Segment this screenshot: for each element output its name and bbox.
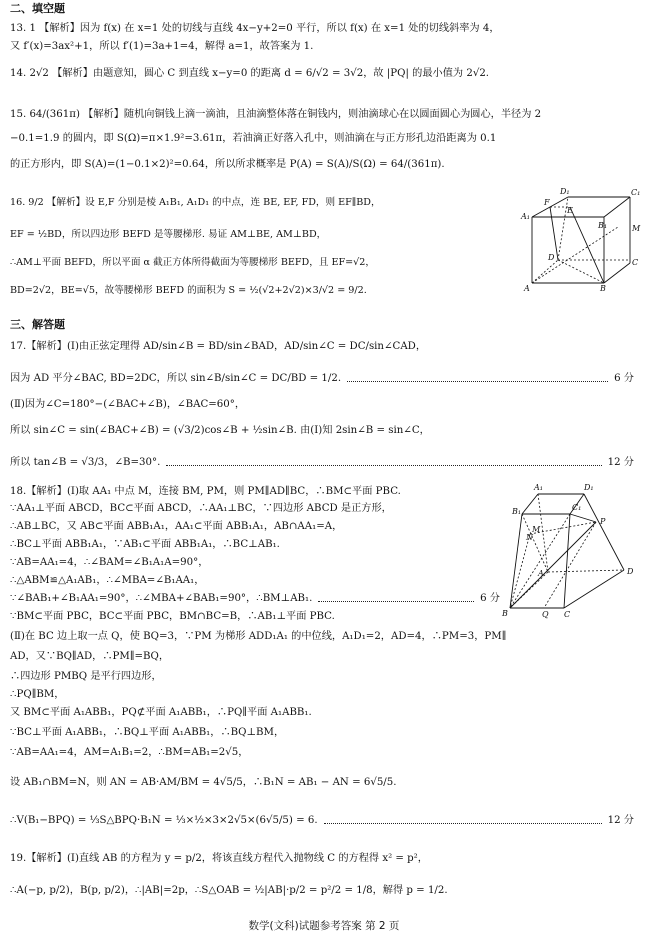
leader-dots — [166, 465, 601, 466]
q17-line-1: 17.【解析】(Ⅰ)由正弦定理得 AD/sin∠B = BD/sin∠BAD，AD/sin∠C = DC/sin∠CAD， — [10, 341, 427, 352]
q14-line-1: 14. 2√2 【解析】由题意知，圆心 C 到直线 x−y=0 的距离 d = 6/√2 = 3√2，故 |PQ| 的最小值为 2√2. — [10, 68, 490, 79]
q18-score-2: 12 分 — [607, 815, 634, 826]
cube-label-c: C — [632, 258, 639, 267]
q18-line-2: ∵AA₁⊥平面 ABCD，BC⊂平面 ABCD，∴AA₁⊥BC，∵四边形 ABCD 是正方形， — [10, 503, 392, 514]
prism-label-m: M — [532, 525, 541, 534]
q18-line-7: ∵∠BAB₁+∠B₁AA₁=90°，∴∠MBA+∠BAB₁=90°，∴BM⊥AB₁. — [10, 593, 313, 604]
q17-line-4: 所以 sin∠C = sin(∠BAC+∠B) = (√3/2)cos∠B + ½sin∠B. 由(Ⅰ)知 2sin∠B = sin∠C， — [10, 425, 430, 436]
prism-label-p: P — [600, 517, 606, 526]
prism-label-q: Q — [542, 610, 549, 619]
q16-line-1: 16. 9/2 【解析】设 E,F 分别是棱 A₁B₁, A₁D₁ 的中点，连 BE, EF, FD，则 EF∥BD， — [10, 197, 381, 208]
q18-line-17-row — [10, 814, 634, 828]
prism-figure — [500, 480, 642, 620]
prism-label-c1: C₁ — [572, 503, 582, 512]
q16-line-4: BD=2√2，BE=√5，故等腰梯形 BEFD 的面积为 S = ½(√2+2√2)×3/√2 = 9/2. — [10, 285, 367, 296]
prism-label-a1: A₁ — [534, 483, 543, 492]
q17-line-2: 因为 AD 平分∠BAC, BD=2DC，所以 sin∠B/sin∠C = DC/BD = 1/2. — [10, 373, 342, 384]
q16-line-2: EF = ½BD，所以四边形 BEFD 是等腰梯形. 易证 AM⊥BE, AM⊥BD， — [10, 229, 327, 240]
prism-label-n: N — [526, 533, 533, 542]
page-footer: 数学(文科)试题参考答案 第 2 页 — [248, 920, 400, 932]
q18-line-6: ∴△ABM≌△A₁AB₁，∴∠MBA=∠B₁AA₁， — [10, 575, 205, 586]
q15-line-1: 15. 64/(361π) 【解析】随机向铜钱上滴一滴油，且油滴整体落在铜钱内，则油滴球心在以圆面圆心为圆心，半径为 2 — [10, 109, 542, 120]
cube-label-f: F — [544, 198, 550, 207]
q18-line-16: 设 AB₁∩BM=N，则 AN = AB·AM/BM = 4√5/5，∴B₁N = AB₁ − AN = 6√5/5. — [10, 777, 397, 788]
q18-line-15: ∵AB=AA₁=4，AM=A₁B₁=2，∴BM=AB₁=2√5， — [10, 747, 249, 758]
cube-label-d1: D₁ — [560, 187, 570, 196]
cube-label-c1: C₁ — [631, 188, 641, 197]
q17-line-5: 所以 tan∠B = √3/3，∠B=30°. — [10, 457, 161, 468]
prism-label-b1: B₁ — [512, 507, 522, 516]
cube-label-b: B — [600, 284, 606, 293]
q18-line-10: AD，又∵BQ∥AD，∴PM∥=BQ， — [10, 651, 170, 662]
prism-label-d: D — [627, 567, 634, 576]
cube-label-b1: B₁ — [598, 221, 608, 230]
cube-label-a1: A₁ — [521, 212, 530, 221]
q16-line-3: ∴AM⊥平面 BEFD，所以平面 α 截正方体所得截面为等腰梯形 BEFD，且 EF=√2， — [10, 257, 375, 268]
q15-line-3: 的正方形内，即 S(A)=(1−0.1×2)²=0.64，所以所求概率是 P(A) = S(A)/S(Ω) = 64/(361π). — [10, 159, 445, 170]
q19-line-2: ∴A(−p, p/2)，B(p, p/2)，∴|AB|=2p，∴S△OAB = ½|AB|·p/2 = p²/2 = 1/8，解得 p = 1/2. — [10, 885, 448, 896]
leader-dots — [324, 823, 602, 824]
q17-line-2-row — [10, 372, 634, 386]
leader-dots — [347, 381, 608, 382]
cube-label-e: E — [567, 206, 573, 215]
fill-section-heading: 二、填空题 — [10, 2, 65, 15]
q18-line-1: 18.【解析】(Ⅰ)取 AA₁ 中点 M，连接 BM, PM，则 PM∥AD∥BC，∴BM⊂平面 PBC. — [10, 486, 401, 497]
q17-score-2: 12 分 — [607, 457, 634, 468]
q17-line-5-row — [10, 456, 634, 470]
q15-line-2: −0.1=1.9 的圆内，即 S(Ω)=π×1.9²=3.61π，若油滴正好落入孔中，则油滴在与正方形孔边沿距离为 0.1 — [10, 133, 497, 144]
prism-label-d1: D₁ — [584, 483, 594, 492]
q18-line-13: 又 BM⊂平面 A₁ABB₁，PQ⊄平面 A₁ABB₁，∴PQ∥平面 A₁ABB₁. — [10, 707, 312, 718]
cube-figure — [518, 185, 642, 295]
cube-label-d: D — [548, 253, 555, 262]
answer-section-heading: 三、解答题 — [10, 318, 65, 331]
q17-line-3: (Ⅱ)因为∠C=180°−(∠BAC+∠B)，∠BAC=60°， — [10, 399, 246, 410]
q18-line-17: ∴V(B₁−BPQ) = ⅓S△BPQ·B₁N = ⅓×½×3×2√5×(6√5/5) = 6. — [10, 815, 318, 826]
q18-line-8: ∵BM⊂平面 PBC，BC⊂平面 PBC，BM∩BC=B，∴AB₁⊥平面 PBC. — [10, 611, 335, 622]
prism-label-a: A — [538, 569, 544, 578]
q18-line-12: ∴PQ∥BM， — [10, 689, 65, 700]
q18-line-3: ∴AB⊥BC，又 AB⊂平面 ABB₁A₁，AA₁⊂平面 ABB₁A₁，AB∩AA₁=A， — [10, 521, 343, 532]
q18-line-5: ∵AB=AA₁=4，∴∠BAM=∠B₁A₁A=90°， — [10, 557, 209, 568]
prism-label-b: B — [502, 609, 508, 618]
cube-label-a: A — [524, 284, 530, 293]
q18-line-7-row — [10, 592, 500, 606]
q13-line-1: 13. 1 【解析】因为 f(x) 在 x=1 处的切线与直线 4x−y+2=0 平行，所以 f(x) 在 x=1 处的切线斜率为 4， — [10, 23, 500, 34]
q13-line-2: 又 f′(x)=3ax²+1，所以 f′(1)=3a+1=4，解得 a=1，故答案为 1. — [10, 41, 314, 52]
q18-line-14: ∵BC⊥平面 A₁ABB₁，∴BQ⊥平面 A₁ABB₁，∴BQ⊥BM， — [10, 727, 285, 738]
q18-line-4: ∴BC⊥平面 ABB₁A₁，∵AB₁⊂平面 ABB₁A₁，∴BC⊥AB₁. — [10, 539, 280, 550]
cube-label-m: M — [632, 224, 641, 233]
prism-label-c: C — [564, 610, 571, 619]
q18-line-11: ∴四边形 PMBQ 是平行四边形， — [10, 671, 162, 682]
q17-score-1: 6 分 — [614, 373, 634, 384]
leader-dots — [318, 601, 474, 602]
q19-line-1: 19.【解析】(Ⅰ)直线 AB 的方程为 y = p/2，将该直线方程代入抛物线 C 的方程得 x² = p²， — [10, 853, 428, 864]
q18-line-9: (Ⅱ)在 BC 边上取一点 Q，使 BQ=3，∵PM 为梯形 ADD₁A₁ 的中位线，A₁D₁=2，AD=4，∴PM=3，PM∥ — [10, 631, 507, 642]
q18-score-1: 6 分 — [480, 593, 500, 604]
